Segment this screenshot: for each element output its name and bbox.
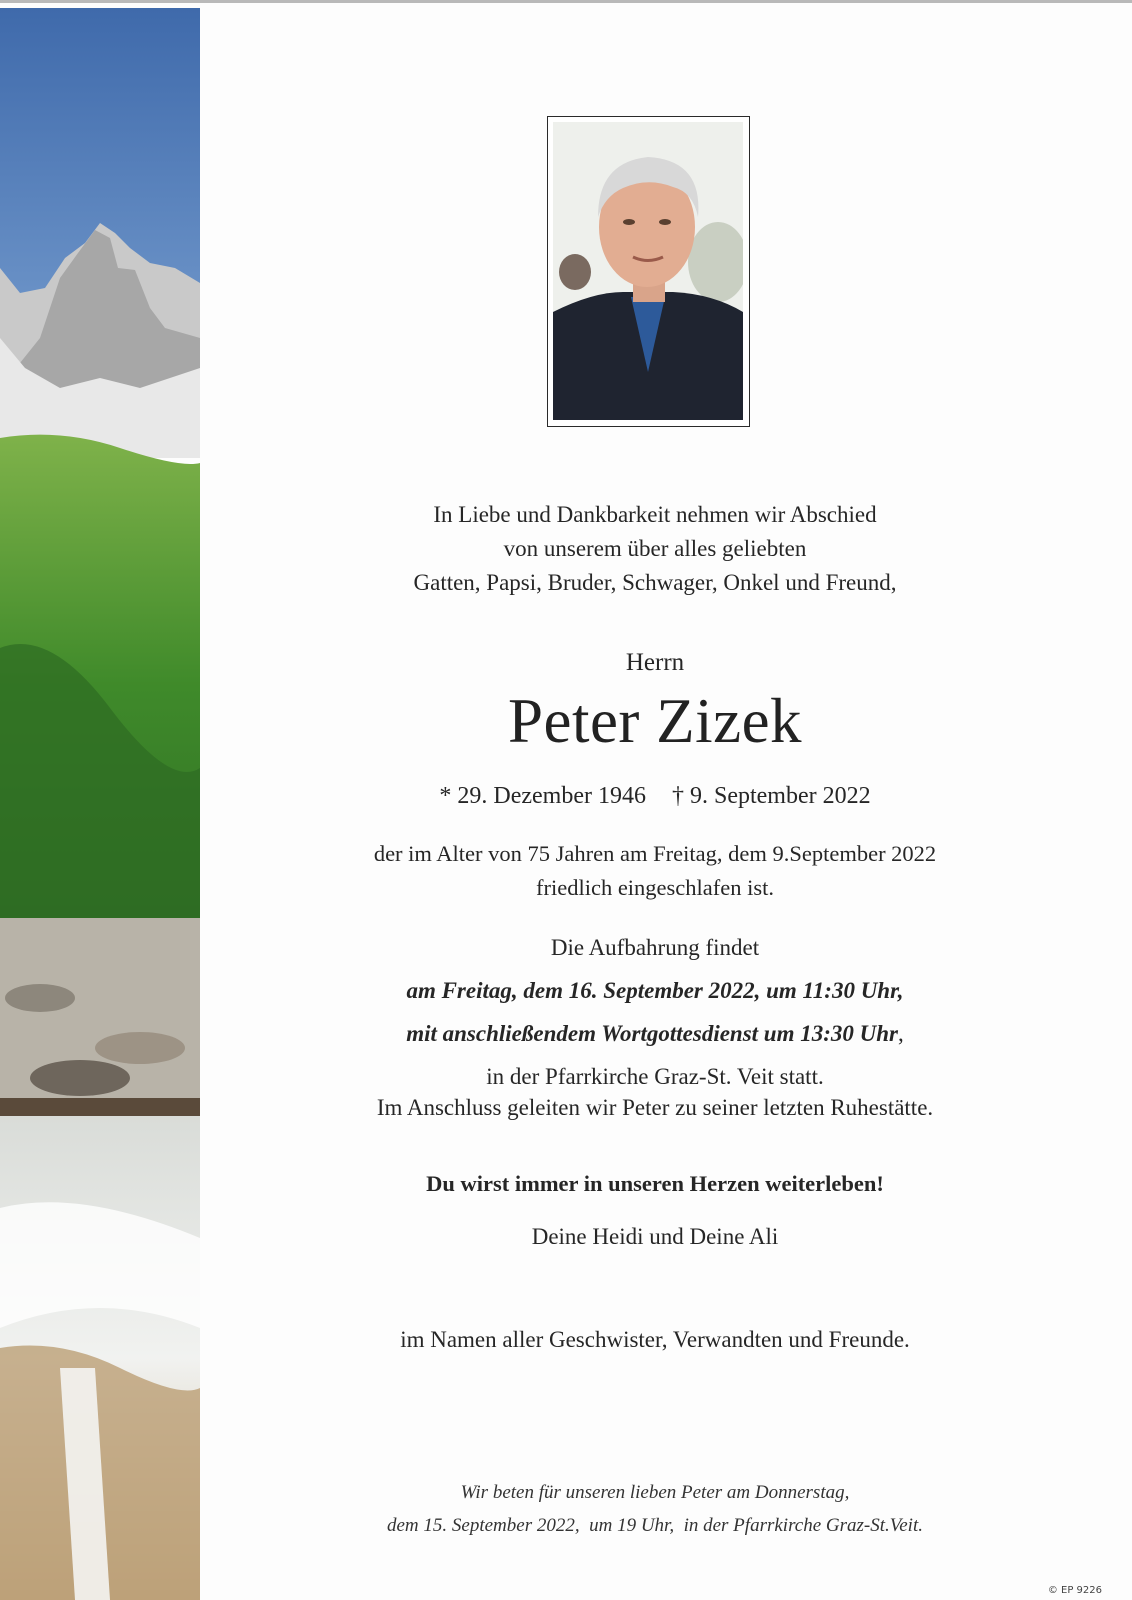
prayer-notice <box>250 1476 1060 1542</box>
relatives <box>250 1328 1060 1351</box>
age-line-1: der im Alter von 75 Jahren am Freitag, dem 9.September 2022 <box>373 841 937 866</box>
motto <box>250 1173 1060 1196</box>
portrait-frame <box>547 116 750 427</box>
portrait-photo <box>553 122 743 420</box>
age-statement <box>250 837 1060 905</box>
intro-text <box>250 498 1060 600</box>
portrait-illustration <box>553 122 743 420</box>
prayer-line-1: Wir beten für unseren lieben Peter am Donnerstag, <box>460 1482 850 1503</box>
death-date: † 9. September 2022 <box>671 783 871 809</box>
signers-text: Deine Heidi und Deine Ali <box>531 1224 779 1249</box>
footer-code: © EP 9226 <box>1047 1585 1102 1596</box>
prayer-line-2: dem 15. September 2022, um 19 Uhr, in der Pfarrkirche Graz-St.Veit. <box>387 1515 923 1536</box>
salutation-text: Herrn <box>625 649 685 676</box>
birth-date: * 29. Dezember 1946 <box>439 783 646 809</box>
viewing-line-1: Die Aufbahrung findet <box>550 935 760 960</box>
landscape-illustration <box>0 8 200 1600</box>
age-line-2: friedlich eingeschlafen ist. <box>535 875 775 900</box>
viewing-line-3 <box>250 1012 1060 1055</box>
intro-line-2: von unserem über alles geliebten <box>503 536 807 561</box>
top-border-line <box>0 0 1132 3</box>
life-dates <box>250 784 1060 808</box>
salutation <box>250 650 1060 675</box>
relatives-text: im Namen aller Geschwister, Verwandten und Freunde. <box>400 1327 910 1352</box>
landscape-image-strip <box>0 8 200 1600</box>
farewell-text: Im Anschluss geleiten wir Peter zu seiner letzten Ruhestätte. <box>376 1095 934 1120</box>
intro-line-1: In Liebe und Dankbarkeit nehmen wir Abschied <box>433 502 877 527</box>
farewell <box>250 1096 1060 1119</box>
viewing-line-3-bold: mit anschließendem Wortgottesdienst um 13:30 Uhr <box>406 1021 899 1046</box>
viewing-line-4: in der Pfarrkirche Graz-St. Veit statt. <box>486 1064 824 1089</box>
life-dates-line <box>250 784 1060 808</box>
viewing-line-3-comma: , <box>898 1021 904 1046</box>
signers <box>250 1225 1060 1248</box>
motto-text: Du wirst immer in unseren Herzen weiterleben! <box>426 1171 884 1196</box>
deceased-name <box>250 686 1060 756</box>
viewing-line-2: am Freitag, dem 16. September 2022, um 11:30 Uhr, <box>406 978 904 1003</box>
intro-line-3: Gatten, Papsi, Bruder, Schwager, Onkel und Freund, <box>413 570 897 595</box>
viewing-details <box>250 926 1060 1098</box>
deceased-name-text: Peter Zizek <box>507 686 803 756</box>
